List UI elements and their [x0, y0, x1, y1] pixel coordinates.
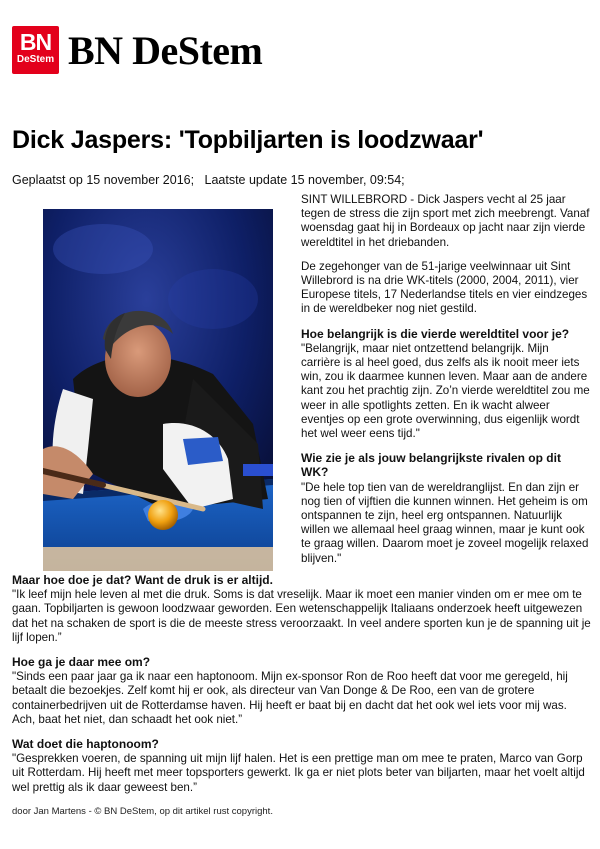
body-paragraph: De zegehonger van de 51-jarige veelwinnaar uit Sint Willebrord is na drie WK-titels (2000, 2004, 2011), vier Europese titels, 17 Nederlandse titels en vier eindzeges in de wereldbeker nog niet gestild. — [301, 259, 588, 316]
interview-answer: "Gesprekken voeren, de spanning uit mijn lijf halen. Het is een prettige man om mee te praten, Marco van Gorp uit Rotterdam. Hij heeft met meer topsporters gewerkt. Ik ga er niet plots beter van biljarten, maar het voelt altijd wel prettig als ik daar geweest ben.” — [12, 752, 585, 794]
article-photo — [43, 209, 273, 571]
article-full-column — [12, 573, 592, 819]
brand-name: BN DeStem — [68, 28, 263, 73]
interview-question: Maar hoe doe je dat? Want de druk is er altijd. — [12, 573, 273, 587]
article-credit: door Jan Martens - © BN DeStem, op dit artikel rust copyright. — [12, 805, 273, 817]
masthead — [12, 26, 312, 74]
interview-answer: "De hele top tien van de wereldranglijst. En dan zijn er nog tien of vijftien die kunnen winnen. Het geheim is om ontspannen te zijn, heel erg ontspannen. Natuurlijk willen we allemaal heel graag winnen, maar je kunt ook te graag willen. Daarom moet je zoveel mogelijk relaxed blijven." — [301, 480, 589, 565]
article-right-column — [301, 193, 591, 576]
logo-line2: DeStem — [16, 54, 55, 65]
interview-answer: "Sinds een paar jaar ga ik naar een haptonoom. Mijn ex-sponsor Ron de Roo heeft dat voor me geregeld, hij betaalt die bezoekjes. Zelf komt hij er ook, als directeur van Van Donge & De Roo, een van de grotere containerbedrijven uit de Rotterdamse haven. Hij heeft er baat bij en dacht dat het ook wel iets voor mij was. Ach, baat het niet, dan schaadt het ook niet.” — [12, 670, 568, 726]
interview-question: Hoe belangrijk is die vierde wereldtitel voor je? — [301, 326, 570, 341]
interview-answer: "Ik leef mijn hele leven al met die druk. Soms is dat vreselijk. Maar ik moet een manier vinden om er mee om te gaan. Topbiljarten is gewoon loodzwaar geworden. Een wetenschappelijk Italiaans onderzoek heeft uitgewezen dat het na schaken de sport is die de meeste stress veroorzaakt. In veel andere sporten kun je de spanning uit je lijf lopen.” — [12, 588, 591, 644]
interview-answer: "Belangrijk, maar niet ontzettend belangrijk. Mijn carrière is al heel goed, dus zelfs als ik nooit meer iets win, zou ik daarmee kunnen leven. Maar aan de andere kant zou het prachtig zijn. Zo’n vierde wereldtitel zou me weer in alle spotlights zetten. En ik wacht alweer eventjes op een grote overwinning, dus eigenlijk wordt het wel weer eens tijd." — [301, 341, 590, 441]
newspaper-logo[interactable] — [12, 26, 59, 74]
logo-line1: BN — [19, 29, 52, 55]
dateline — [12, 173, 405, 187]
intro-paragraph: SINT WILLEBRORD - Dick Jaspers vecht al 25 jaar tegen de stress die zijn sport met zich meebrengt. Vanaf woensdag gaat hij in Bordeaux op jacht naar zijn vierde wereldtitel in het driebanden. — [301, 193, 590, 249]
interview-question: Wie zie je als jouw belangrijkste rivalen op dit WK? — [301, 451, 561, 480]
posted-date: Geplaatst op 15 november 2016; — [12, 173, 195, 187]
updated-date: Laatste update 15 november, 09:54; — [204, 173, 405, 187]
article-headline: Dick Jaspers: 'Topbiljarten is loodzwaar' — [12, 126, 484, 154]
interview-question: Wat doet die haptonoom? — [12, 737, 159, 752]
interview-question: Hoe ga je daar mee om? — [12, 655, 151, 670]
